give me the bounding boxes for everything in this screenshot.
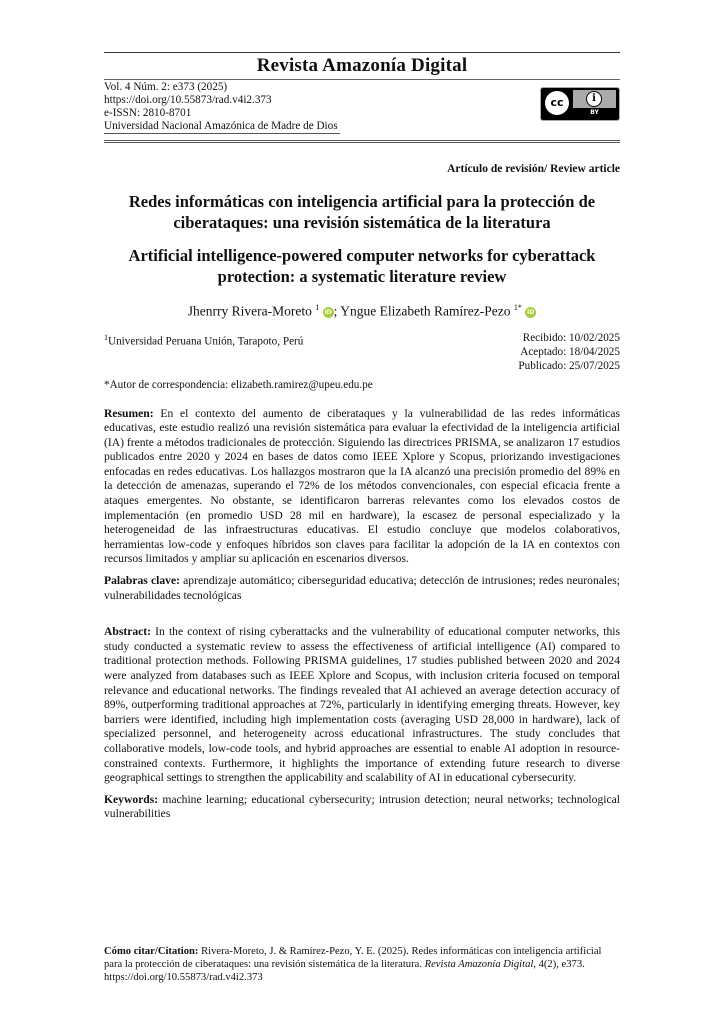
citation (104, 945, 620, 984)
authors (104, 303, 620, 320)
dates (518, 331, 620, 373)
author-name: Jhenrry Rivera-Moreto (187, 303, 312, 319)
university: Universidad Nacional Amazónica de Madre de Dios (104, 120, 338, 132)
author-name: Yngue Elizabeth Ramírez-Pezo (340, 303, 511, 319)
orcid-icon[interactable]: iD (527, 308, 535, 316)
title-spanish: Redes informáticas con inteligencia artificial para la protección de ciberataques: una revisión sistemática de la literatura (128, 192, 596, 232)
header-rule (104, 52, 620, 53)
accepted-date: Aceptado: 18/04/2025 (520, 345, 620, 358)
received-date: Recibido: 10/02/2025 (522, 331, 620, 344)
license-by-label: BY (590, 109, 599, 116)
keywords-label: Keywords: (104, 792, 159, 806)
doi-link[interactable]: https://doi.org/10.55873/rad.v4i2.373 (104, 94, 272, 106)
resumen-label: Resumen: (104, 406, 154, 420)
journal-name: Revista Amazonía Digital (256, 55, 468, 76)
palabras-clave (104, 574, 620, 603)
header-double-rule (104, 140, 620, 143)
abstract-label: Abstract: (104, 625, 152, 639)
cc-icon: cc (545, 91, 569, 115)
keywords-text: machine learning; educational cybersecurity; intrusion detection; neural networks; technological vulnerabilities (104, 792, 620, 821)
cc-by-icon[interactable] (540, 87, 620, 121)
affiliation (104, 331, 303, 373)
title-english: Artificial intelligence-powered computer networks for cyberattack protection: a systematic literature review (128, 246, 596, 286)
author-affiliation-sup: 1* (513, 303, 522, 312)
resumen (104, 407, 620, 568)
abstract-text: In the context of rising cyberattacks and the vulnerability of educational computer networks, this study conducted a systematic review to assess the effectiveness of artificial intelligence (AI) compared to traditional protection methods. Following PRISMA guidelines, 17 studies published between 2020 and 2024 were analyzed from databases such as IEEE Xplore and Scopus, with inclusion criteria focused on temporal relevance and educational networks. The findings revealed that AI achieved an average detection accuracy of 89%, outperforming traditional approaches at 72%, particularly in identifying emerging threats. However, key barriers were identified, including high implementation costs (averaging USD 28,000 in hardware), lack of specialized personnel, and heterogeneity across educational infrastructures. The study concludes that collaborative models, low-code tools, and hybrid approaches are essential to enable AI adoption in resource-constrained contexts. Furthermore, it highlights the importance of extending future research to diverse geographical settings to strengthen the applicability and scalability of AI in educational cybersecurity. (104, 625, 620, 785)
author-separator: ; (333, 303, 338, 319)
article-type: Artículo de revisión/ Review article (447, 163, 620, 175)
keywords (104, 793, 620, 822)
journal-meta (104, 80, 620, 134)
abstract (104, 625, 620, 786)
citation-text: Rivera-Moreto, J. & Ramírez-Pezo, Y. E. (2025). Redes informáticas con inteligencia artificial para la protección de ciberataques: una revisión sistemática de la literatura. (104, 946, 602, 970)
issn: e-ISSN: 2810-8701 (104, 107, 192, 119)
resumen-text: En el contexto del aumento de ciberataques y la vulnerabilidad de las redes informáticas educativas, este estudio realizó una revisión sistemática para evaluar la efectividad de la inteligencia artificial (IA) frente a métodos tradicionales de protección. Siguiendo las directrices PRISMA, se analizaron 17 estudios publicados entre 2020 y 2024 en bases de datos como IEEE Xplore y Scopus, priorizando investigaciones enfocadas en redes educativas. Los hallazgos mostraron que la IA alcanzó una precisión promedio del 89% en la detección de amenazas, superando el 72% de los métodos convencionales, con especial eficacia frente a ataques emergentes. No obstante, se identificaron barreras relevantes como los elevados costos de implementación (en promedio USD 28 mil en hardware), la escasez de personal especializado y la heterogeneidad de las infraestructuras educativas. El estudio concluye que modelos colaborativos, herramientas low-code y enfoques híbridos son claves para facilitar la adopción de la IA en contextos con recursos limitados y ampliar su aplicación en escenarios diversos. (104, 406, 620, 566)
author-affiliation-sup: 1 (315, 303, 320, 312)
citation-doi[interactable]: https://doi.org/10.55873/rad.v4i2.373 (104, 972, 263, 983)
citation-label: Cómo citar/Citation: (104, 946, 199, 957)
palabras-clave-text: aprendizaje automático; ciberseguridad educativa; detección de intrusiones; redes neuronales; vulnerabilidades tecnológicas (104, 574, 620, 602)
affiliation-text: Universidad Peruana Unión, Tarapoto, Perú (108, 335, 304, 348)
published-date: Publicado: 25/07/2025 (518, 359, 620, 372)
volume: Vol. 4 Núm. 2: e373 (2025) (104, 81, 228, 93)
correspondence: *Autor de correspondencia: elizabeth.ramirez@upeu.edu.pe (104, 378, 373, 391)
citation-journal: Revista Amazonía Digital, (424, 959, 536, 970)
palabras-clave-label: Palabras clave: (104, 574, 180, 588)
affiliation-sup: 1 (104, 332, 108, 342)
article-page (104, 52, 620, 822)
orcid-icon[interactable]: iD (324, 308, 332, 316)
citation-issue: 4(2), e373. (538, 959, 585, 970)
attribution-icon: i (573, 90, 616, 108)
